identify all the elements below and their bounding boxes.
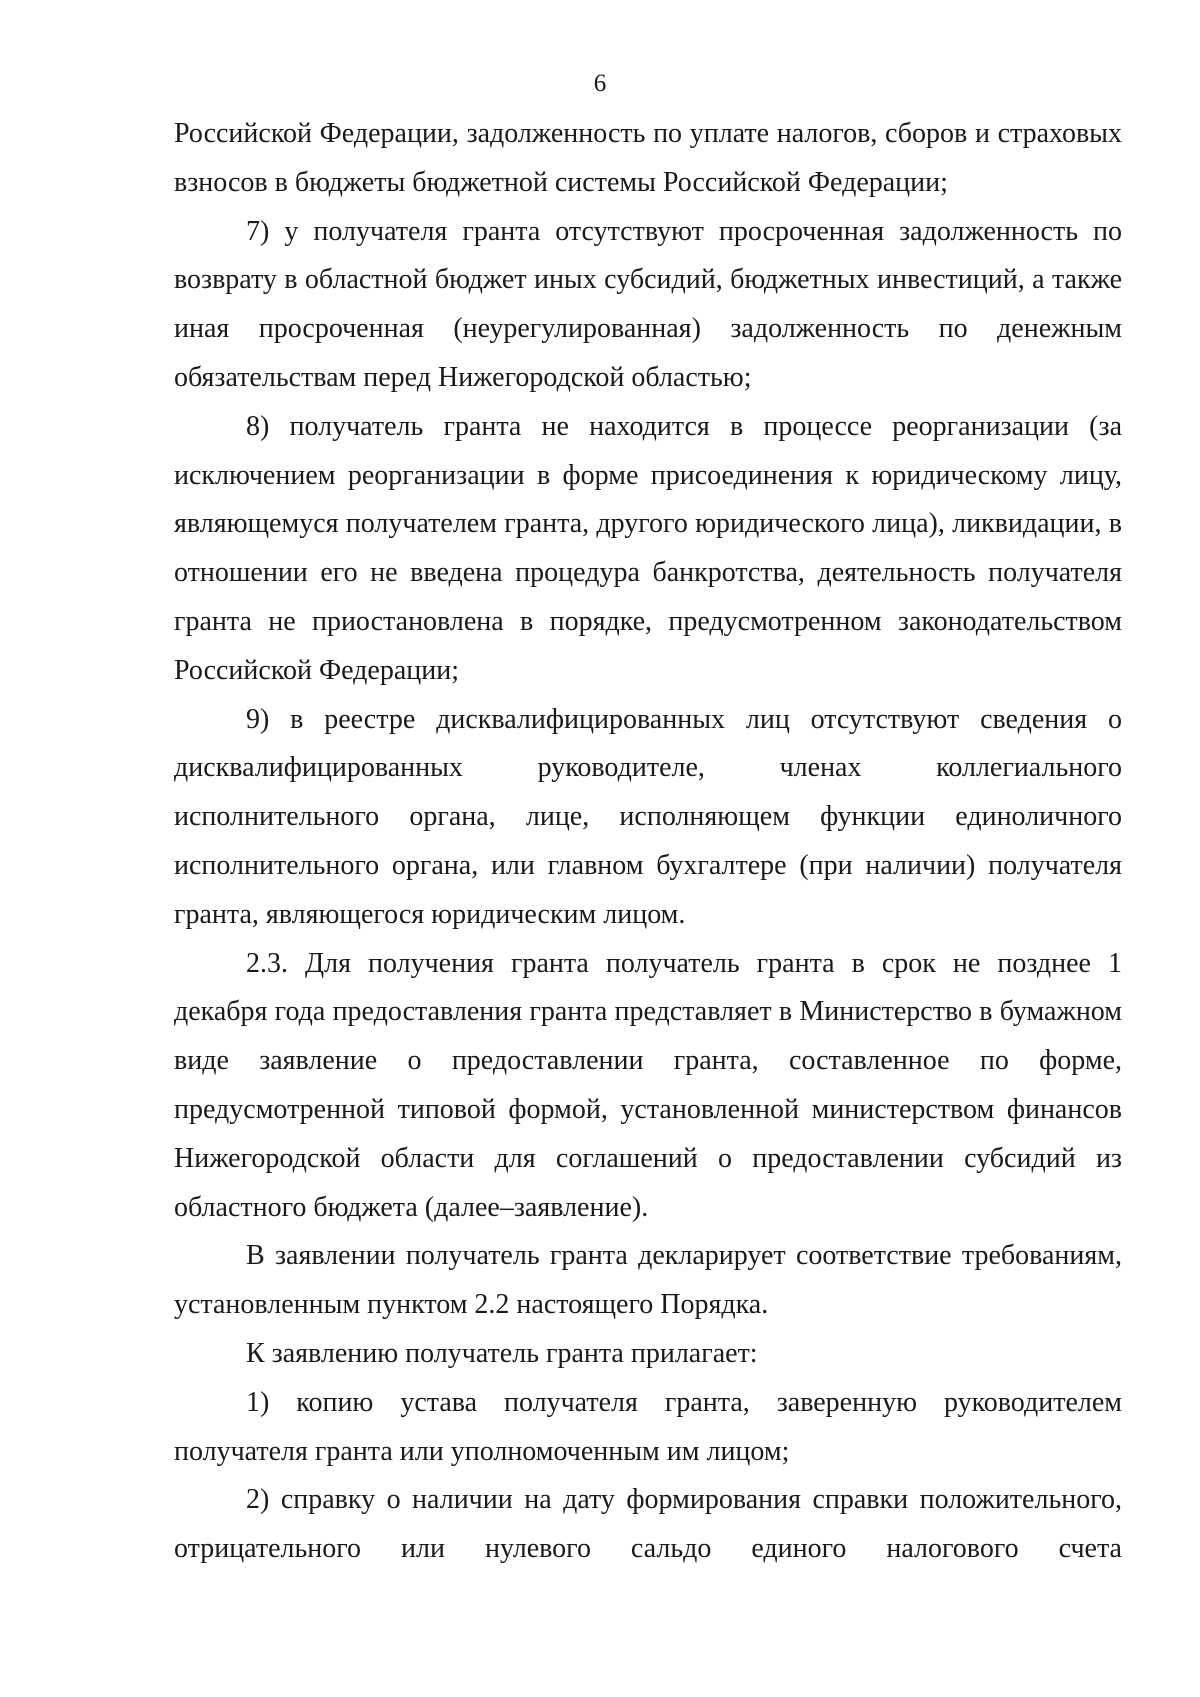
paragraph-attachments-intro: К заявлению получатель гранта прилагает:	[246, 1337, 758, 1369]
paragraph-item-9: 9) в реестре дисквалифицированных лиц отсутствуют сведения о дисквалифицированных руководителе, членах коллегиального исполнительного органа, лице, исполняющем функции единоличного исполнительного органа, или главном бухгалтере (при наличии) получателя гранта, являющегося юридическим лицом.	[174, 703, 1122, 930]
paragraph-item-7: 7) у получателя гранта отсутствуют просроченная задолженность по возврату в областной бюджет иных субсидий, бюджетных инвестиций, а также иная просроченная (неурегулированная) задолженность по денежным обязательствам перед Нижегородской областью;	[174, 215, 1122, 393]
paragraph-attachment-2: 2) справку о наличии на дату формирования справки положительного, отрицательного или нулевого сальдо единого налогового счета	[174, 1484, 1122, 1565]
document-body	[174, 110, 1122, 1574]
paragraph-item-8: 8) получатель гранта не находится в процессе реорганизации (за исключением реорганизации в форме присоединения к юридическому лицу, являющемуся получателем гранта, другого юридического лица), ликвидации, в отношении его не введена процедура банкротства, деятельность получателя гранта не приостановлена в порядке, предусмотренном законодательством Российской Федерации;	[174, 410, 1122, 686]
paragraph-declaration: В заявлении получатель гранта декларирует соответствие требованиям, установленным пунктом 2.2 настоящего Порядка.	[174, 1240, 1122, 1321]
paragraph-continuation: Российской Федерации, задолженность по уплате налогов, сборов и страховых взносов в бюджеты бюджетной системы Российской Федерации;	[174, 118, 1122, 198]
paragraph-attachment-1: 1) копию устава получателя гранта, заверенную руководителем получателя гранта или уполномоченным им лицом;	[174, 1386, 1122, 1467]
paragraph-section-2-3: 2.3. Для получения гранта получатель гранта в срок не позднее 1 декабря года предоставления гранта представляет в Министерство в бумажном виде заявление о предоставлении гранта, составленное по форме, предусмотренной типовой формой, установленной министерством финансов Нижегородской области для соглашений о предоставлении субсидий из областного бюджета (далее–заявление).	[174, 947, 1122, 1223]
page-number: 6	[593, 70, 607, 97]
